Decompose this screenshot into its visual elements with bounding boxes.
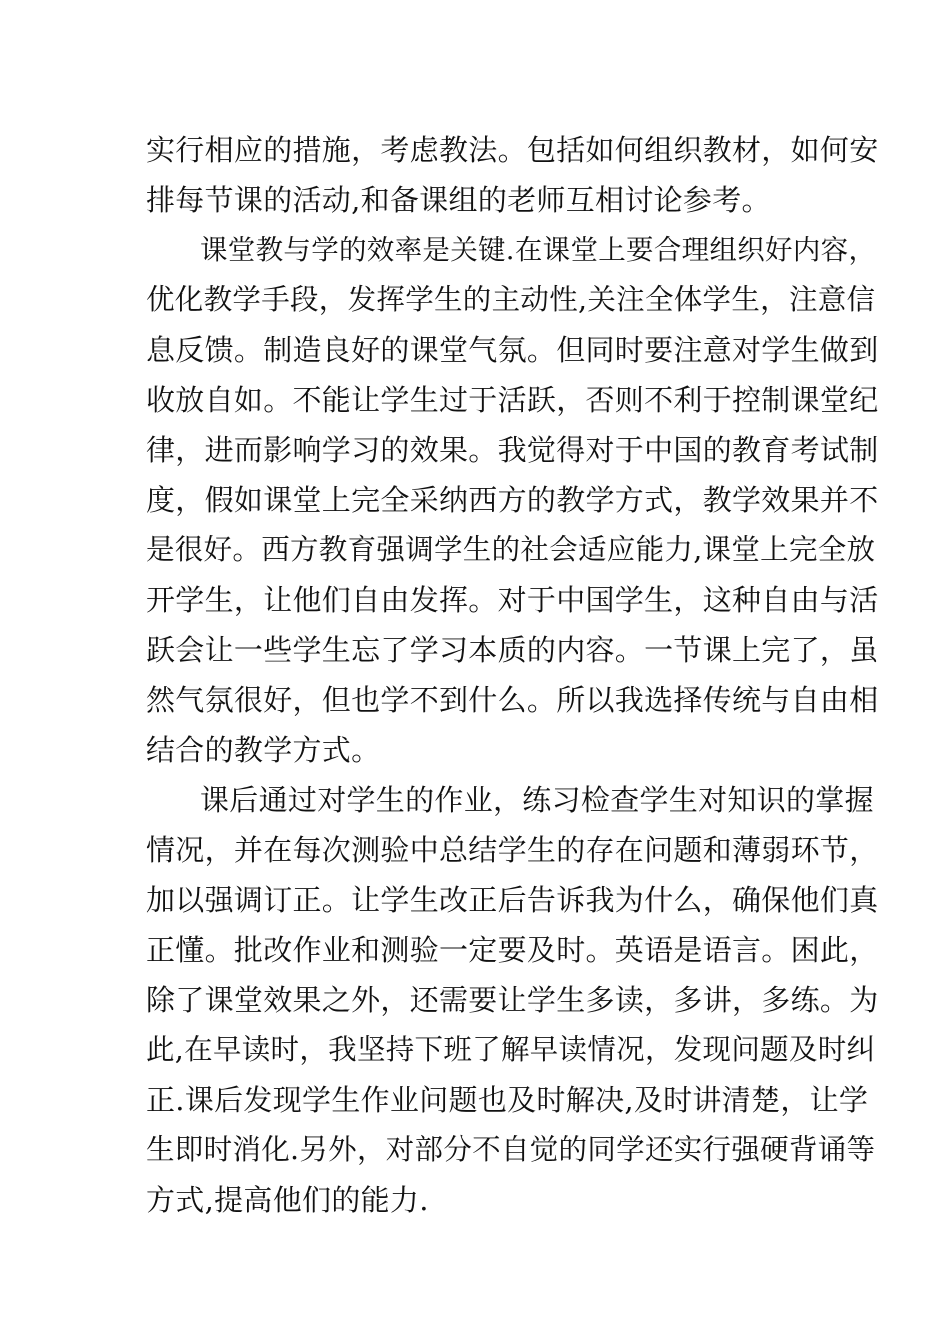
text-line: 加以强调订正。让学生改正后告诉我为什么，确保他们真 [146, 883, 879, 917]
text-line: 此,在早读时，我坚持下班了解早读情况，发现问题及时纠 [146, 1033, 876, 1066]
text-line: 开学生，让他们自由发挥。对于中国学生，这种自由与活 [146, 583, 879, 617]
text-line: 收放自如。不能让学生过于活跃，否则不利于控制课堂纪 [146, 383, 879, 417]
text-line: 然气氛很好，但也学不到什么。所以我选择传统与自由相 [146, 683, 879, 717]
text-line: 优化教学手段，发挥学生的主动性,关注全体学生，注意信 [146, 283, 876, 316]
text-line: 除了课堂效果之外，还需要让学生多读，多讲，多练。为 [146, 983, 879, 1017]
text-line: 课堂教与学的效率是关键.在课堂上要合理组织好内容， [200, 234, 877, 266]
text-line: 实行相应的措施，考虑教法。包括如何组织教材，如何安 [146, 133, 879, 167]
text-line: 结合的教学方式。 [146, 733, 381, 767]
text-line: 是很好。西方教育强调学生的社会适应能力,课堂上完全放 [146, 533, 876, 566]
text-line: 度，假如课堂上完全采纳西方的教学方式，教学效果并不 [146, 483, 879, 517]
text-line: 排每节课的活动,和备课组的老师互相讨论参考。 [146, 183, 771, 217]
text-line: 正.课后发现学生作业问题也及时解决,及时讲清楚，让学 [146, 1083, 869, 1117]
text-line: 跃会让一些学生忘了学习本质的内容。一节课上完了，虽 [146, 633, 879, 667]
text-line: 方式,提高他们的能力. [146, 1183, 429, 1217]
text-line: 生即时消化.另外，对部分不自觉的同学还实行强硬背诵等 [146, 1133, 876, 1166]
text-line: 课后通过对学生的作业，练习检查学生对知识的掌握 [200, 783, 874, 817]
text-line: 息反馈。制造良好的课堂气氛。但同时要注意对学生做到 [146, 333, 879, 367]
text-line: 情况，并在每次测验中总结学生的存在问题和薄弱环节， [146, 833, 879, 867]
text-line: 律，进而影响学习的效果。我觉得对于中国的教育考试制 [146, 433, 879, 467]
text-line: 正懂。批改作业和测验一定要及时。英语是语言。困此， [146, 933, 879, 967]
